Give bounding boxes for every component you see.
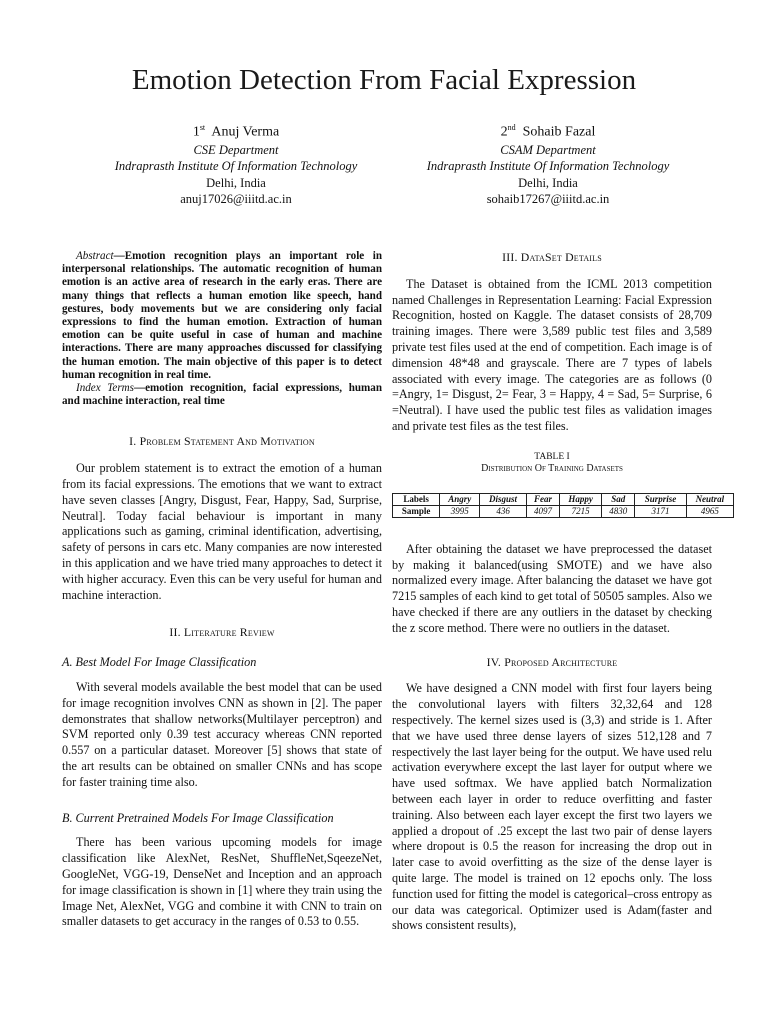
table-number: TABLE I [534,451,570,462]
table-title: Distribution Of Training Datasets [481,462,623,474]
author-2-ordinal: 2 [500,124,508,140]
table-header-cell: Neutral [686,493,733,505]
author-1-name-line [66,118,406,142]
section-3-heading: III. DataSet Details [502,250,602,264]
author-1-block [66,118,406,208]
author-2-email[interactable]: sohaib17267@iiitd.ac.in [486,192,610,207]
author-1-ordinal-suffix: st [199,123,206,132]
subsection-a-paragraph: With several models available the best model that can be used for image recognition involves CNN as shown in [2]. The paper demonstrates that shallow networks(Multilayer perceptron) and SVM reported only 0.39 test accuracy whereas CNN reported 0.557 on a particular dataset. Moreover [5] shows that state of the art results can be obtained on smaller CNNs and has scope for faster training time also. [62,680,382,789]
section-3-paragraph-2: After obtaining the dataset we have preprocessed the dataset by making it balanced(using SMOTE) and we have also normalized every image. After balancing the dataset we have got 7215 samples of each kind to get total of 50505 samples. Also we have checked if there are any outliers in the dataset by checking the z score method. There were no outliers in the dataset. [392,541,712,635]
section-4-heading: IV. Proposed Architecture [486,654,618,669]
table-cell: 436 [480,505,527,517]
author-1-location: Delhi, India [206,175,266,190]
table-row [393,505,734,517]
subsection-b-paragraph: There has been various upcoming models for image classification like AlexNet, ResNet, ShuffleNet,SqeezeNet, GoogleNet, VGG-19, DenseNet and Inception and an approach for image classification is shown in [1] where they train using the Image Net, AlexNet, VGG and combine it with CNN to train on smaller datasets to get accuracy in the ranges of 0.53 to 0.55. [62,835,382,929]
table-cell: 4830 [602,505,635,517]
table-header-cell: Angry [440,493,480,505]
abstract [62,250,382,382]
section-3-paragraph-1: The Dataset is obtained from the ICML 2013 competition named Challenges in Representation Learning: Facial Expression Recognition, hosted on Kaggle. The dataset consists of 28,709 training images. There were 3,589 public test files and 3,589 private test files used at the end of competition. Each image is of dimension 48*48 and grayscale. There are 7 types of labels associated with every image. The categories are as follows (0 =Angry, 1= Disgust, 2= Fear, 3 = Happy, 4 = Sad, 5= Surprise, 6 =Neutral). I have used the public test files as validation images and private test files as the test files. [392,276,712,433]
index-terms-lead: Index Terms [76,382,134,395]
author-2-name: Sohaib Fazal [522,124,596,140]
section-1-paragraph: Our problem statement is to extract the emotion of a human from its facial expressions. The emotions that we want to extract have seven classes [Angry, Disgust, Fear, Happy, Sad, Surprise, Neutral]. Today facial behaviour is important in many applications such as gaming, criminal identification, advertising, safety of persons in cars etc. Many companies are now interested in this application and we have tried many approaches to detect it with higher accuracy. Even this can be very useful for human and machine interaction. [62,461,382,602]
table-cell: 7215 [560,505,602,517]
index-terms-text: —emotion recognition, facial expressions, human and machine interaction, real time [62,382,382,408]
table-cell: 3995 [440,505,480,517]
table-header-cell: Labels [393,493,440,505]
table-header-cell: Sad [602,493,635,505]
author-1-dept: CSE Department [193,142,279,157]
distribution-table [392,493,734,518]
table-caption [392,451,712,475]
table-cell: 4097 [526,505,559,517]
index-terms [62,382,382,408]
table-header-row [393,493,734,505]
author-2-dept: CSAM Department [500,142,596,157]
paper-title: Emotion Detection From Facial Expression [131,64,637,96]
table-header-cell: Disgust [480,493,527,505]
section-2-heading: II. Literature Review [169,625,275,640]
author-2-block [378,118,718,208]
author-2-name-line [378,118,718,142]
table-cell: 4965 [686,505,733,517]
author-1-inst: Indraprasth Institute Of Information Technology [114,159,358,174]
table-row-label: Sample [393,505,440,517]
right-column [392,250,725,934]
table-header-cell: Fear [526,493,559,505]
author-1-name: Anuj Verma [211,124,280,140]
subsection-b-heading: B. Current Pretrained Models For Image Classification [62,810,334,825]
table-header-cell: Happy [560,493,602,505]
table-header-cell: Surprise [635,493,686,505]
section-4-paragraph: We have designed a CNN model with first four layers being the convolutional layers with filters 32,32,64 and 128 respectively. The kernel sizes used is (3,3) and stride is 1. After that we have used three dense layers of sizes 512,128 and 7 respectively the last layer being for the output. We have used relu activation everywhere except the last layer for output where we have used softmax. We have applied batch Normalization between each layer in order to reduce overfitting and faster training. Also between each layer except the first two layers we applied a dropout of .25 except the last two pair of dense layers where dropout is 0.5 the reason for increasing the drop out in later case to avoid overfitting as the size of the dense layer is quite large. The model is trained on 12 epochs only. The loss function used for fitting the model is categorical–cross entropy as our data was categorical. Optimizer used is Adam(faster and shows consistent results), [392,681,712,933]
author-1-email[interactable]: anuj17026@iiitd.ac.in [180,192,292,207]
author-2-inst: Indraprasth Institute Of Information Technology [426,159,670,174]
author-1-ordinal: 1 [192,124,200,140]
author-2-ordinal-suffix: nd [507,123,516,132]
subsection-a-heading: A. Best Model For Image Classification [62,655,257,670]
abstract-text: —Emotion recognition plays an important role in interpersonal relationships. The automatic recognition of human emotion is an active area of research in the early eras. There are many things that reflects a human emotion like speech, hand gestures, body movements but we are considering only facial expressions to find the human emotion. Extraction of human emotion can be quite useful in case of human and machine interactions. There are many approaches discussed for classifying the human emotion. The main objective of this paper is to detect human recognition in real time. [62,250,382,381]
section-1-heading: I. Problem Statement And Motivation [129,434,315,449]
left-column [62,250,382,930]
table-cell: 3171 [635,505,686,517]
author-2-location: Delhi, India [518,175,578,190]
abstract-lead: Abstract [76,250,114,262]
